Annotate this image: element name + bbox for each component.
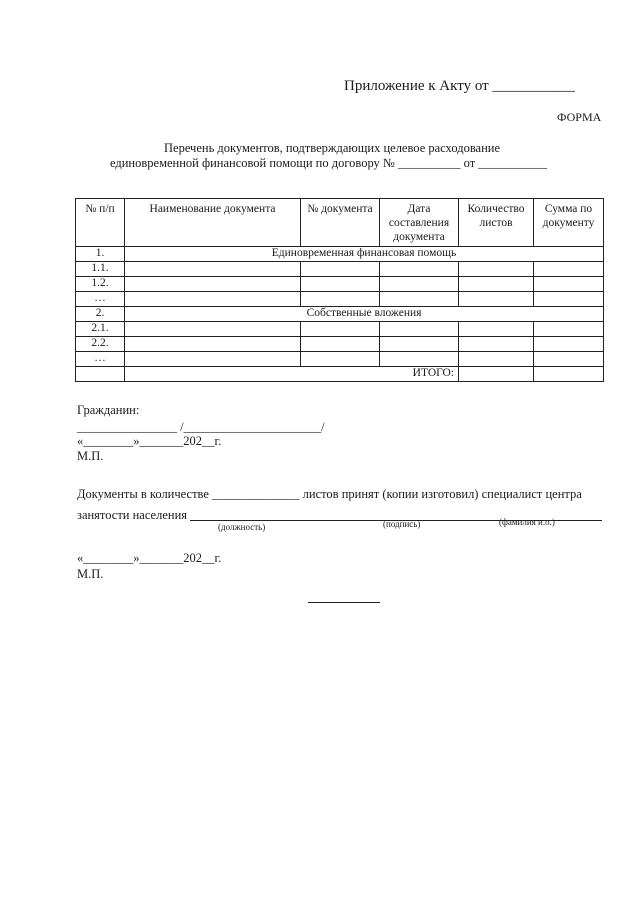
header-doc-date: Дата составления документа [380, 199, 459, 247]
cell[interactable] [301, 352, 380, 367]
cell[interactable] [380, 337, 459, 352]
cell[interactable] [380, 262, 459, 277]
acceptance-agency-label: занятости населения [77, 508, 188, 522]
cell[interactable] [534, 337, 604, 352]
caption-name: (фамилия и.о.) [499, 517, 555, 527]
section1-number: 1. [76, 247, 125, 262]
cell[interactable] [534, 352, 604, 367]
header-doc-name: Наименование документа [125, 199, 301, 247]
table-row [76, 262, 604, 277]
section2-title: Собственные вложения [125, 307, 604, 322]
cell[interactable] [301, 277, 380, 292]
form-label: ФОРМА [557, 110, 602, 124]
row-number: … [76, 292, 125, 307]
cell[interactable] [125, 292, 301, 307]
cell[interactable] [459, 262, 534, 277]
section1-row [76, 247, 604, 262]
total-label: ИТОГО: [125, 367, 459, 382]
appendix-heading: Приложение к Акту от ___________ [344, 78, 575, 94]
section2-number: 2. [76, 307, 125, 322]
total-sheets-cell[interactable] [459, 367, 534, 382]
cell[interactable] [459, 352, 534, 367]
table-row [76, 292, 604, 307]
header-doc-number: № документа [301, 199, 380, 247]
cell[interactable] [301, 262, 380, 277]
caption-signature: (подпись) [383, 519, 421, 529]
row-number: 2.1. [76, 322, 125, 337]
header-amount: Сумма по документу [534, 199, 604, 247]
header-sheet-count: Количество листов [459, 199, 534, 247]
table-row [76, 277, 604, 292]
cell[interactable] [301, 337, 380, 352]
total-blank-cell [76, 367, 125, 382]
cell[interactable] [534, 292, 604, 307]
row-number: 1.2. [76, 277, 125, 292]
cell[interactable] [459, 292, 534, 307]
cell[interactable] [380, 292, 459, 307]
total-row [76, 367, 604, 382]
cell[interactable] [301, 322, 380, 337]
table-row [76, 322, 604, 337]
cell[interactable] [125, 337, 301, 352]
cell[interactable] [534, 262, 604, 277]
cell[interactable] [301, 292, 380, 307]
cell[interactable] [459, 277, 534, 292]
end-divider [308, 602, 380, 603]
table-row [76, 352, 604, 367]
cell[interactable] [380, 277, 459, 292]
caption-position: (должность) [218, 522, 266, 532]
section2-row [76, 307, 604, 322]
document-title-line2: единовременной финансовой помощи по договору № __________ от ___________ [110, 156, 548, 170]
table-row [76, 337, 604, 352]
cell[interactable] [125, 277, 301, 292]
citizen-label: Гражданин: [77, 403, 140, 417]
cell[interactable] [380, 352, 459, 367]
acceptance-text: Документы в количестве ______________ листов принят (копии изготовил) специалист центра [77, 487, 582, 501]
citizen-signature-line[interactable]: ________________ /______________________/ [77, 420, 325, 434]
row-number: … [76, 352, 125, 367]
cell[interactable] [459, 322, 534, 337]
cell[interactable] [380, 322, 459, 337]
cell[interactable] [459, 337, 534, 352]
acceptance-stamp-label: М.П. [77, 567, 104, 581]
row-number: 1.1. [76, 262, 125, 277]
row-number: 2.2. [76, 337, 125, 352]
section1-title: Единовременная финансовая помощь [125, 247, 604, 262]
acceptance-date-line[interactable]: «________»_______202__г. [77, 551, 222, 565]
citizen-stamp-label: М.П. [77, 449, 104, 463]
cell[interactable] [534, 277, 604, 292]
cell[interactable] [125, 352, 301, 367]
header-number: № п/п [76, 199, 125, 247]
cell[interactable] [125, 322, 301, 337]
table-header-row [76, 199, 604, 247]
document-title-line1: Перечень документов, подтверждающих целевое расходование [164, 141, 501, 155]
cell[interactable] [125, 262, 301, 277]
total-amount-cell[interactable] [534, 367, 604, 382]
documents-table [75, 198, 604, 382]
citizen-date-line[interactable]: «________»_______202__г. [77, 434, 222, 448]
cell[interactable] [534, 322, 604, 337]
